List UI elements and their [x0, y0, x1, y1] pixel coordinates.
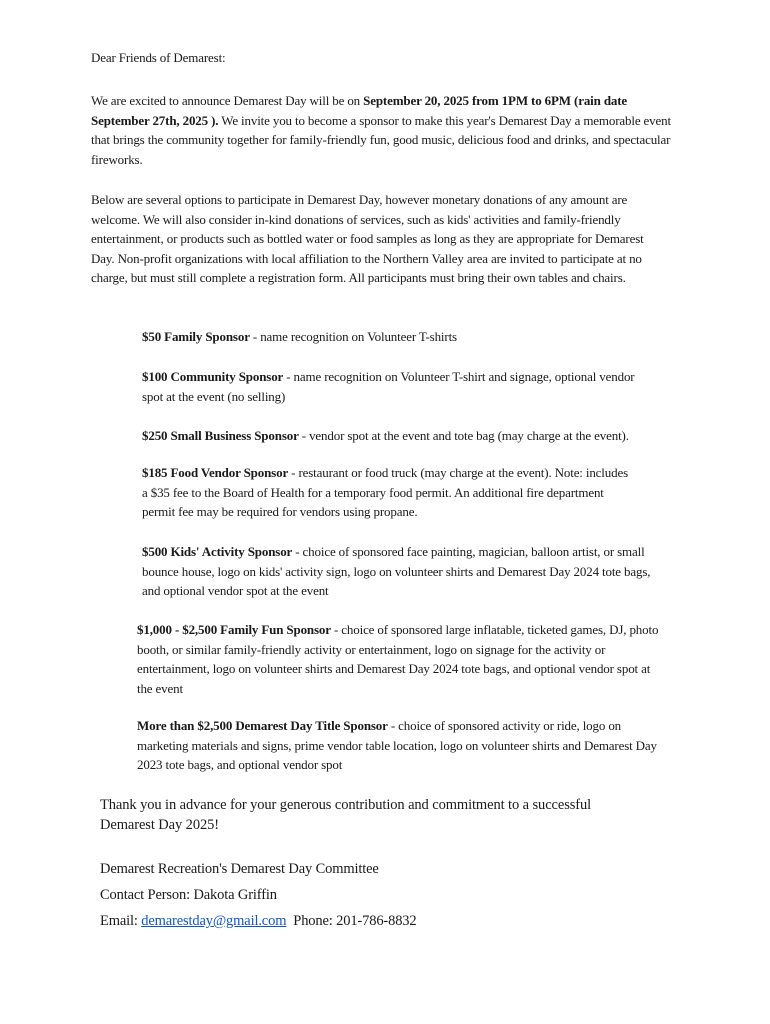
sponsor-item	[137, 620, 662, 698]
sponsor-item	[142, 426, 672, 446]
sponsor-item	[142, 542, 667, 601]
thank-you-note: Thank you in advance for your generous contribution and commitment to a successful Demarest Day 2025!	[100, 797, 592, 833]
sponsor-title: $50 Family Sponsor	[142, 329, 250, 344]
intro-rest: We invite you to become a sponsor to make this year's Demarest Day a memorable event that brings the community together for family-friendly fun, good music, delicious food and drinks, and spectacular fireworks.	[91, 112, 671, 167]
sponsor-title: $500 Kids' Activity Sponsor	[142, 544, 293, 559]
sponsor-desc: - choice of sponsored large inflatable, ticketed games, DJ, photo booth, or similar family-friendly activity or entertainment, logo on signage for the activity or entertainment, logo on volunteer shirts and Demarest Day 2024 tote bags, and optional vendor spot at the event	[137, 622, 659, 696]
sponsor-desc: - name recognition on Volunteer T-shirt and signage, optional vendor spot at the event (no selling)	[142, 369, 635, 404]
options-paragraph: Below are several options to participate in Demarest Day, however monetary donations of any amount are welcome. We will also consider in-kind donations of services, such as kids' activities and family-friendly entertainment, or products such as bottled water or food samples as long as they are appropriate for Demarest Day. Non-profit organizations with local affiliation to the Northern Valley area are invited to participate at no charge, but must still complete a registration form. All participants must bring their own tables and chairs.	[91, 192, 644, 285]
event-date: September 20, 2025 from 1PM to 6PM (rain date September 27th, 2025 ).	[91, 93, 628, 128]
sponsor-item	[142, 327, 672, 347]
committee-name: Demarest Recreation's Demarest Day Committee	[100, 861, 379, 877]
sponsor-item	[142, 367, 647, 406]
sponsor-item	[137, 716, 662, 775]
intro-paragraph	[91, 91, 671, 169]
sponsor-desc: - vendor spot at the event and tote bag (may charge at the event).	[298, 428, 629, 443]
sponsor-title: $1,000 - $2,500 Family Fun Sponsor	[137, 622, 331, 637]
sponsor-desc: - name recognition on Volunteer T-shirts	[249, 329, 457, 344]
phone-number: Phone: 201-786-8832	[293, 913, 417, 929]
greeting: Dear Friends of Demarest:	[91, 50, 226, 65]
email-label: Email:	[100, 913, 142, 929]
sponsor-title: $185 Food Vendor Sponsor	[142, 465, 289, 480]
sponsor-desc: - restaurant or food truck (may charge at the event). Note: includes a $35 fee to the Board of Health for a temporary food permit. An additional fire department permit fee may be required for vendors using propane.	[142, 465, 628, 519]
sponsor-title: $100 Community Sponsor	[142, 369, 284, 384]
intro-lead: We are excited to announce Demarest Day will be on	[91, 93, 364, 108]
contact-person: Contact Person: Dakota Griffin	[100, 887, 277, 903]
email-link[interactable]: demarestday@gmail.com	[141, 913, 287, 929]
sponsor-desc: - choice of sponsored activity or ride, logo on marketing materials and signs, prime vendor table location, logo on volunteer shirts and Demarest Day 2023 tote bags, and optional vendor spot	[137, 718, 657, 772]
sponsor-desc: - choice of sponsored face painting, magician, balloon artist, or small bounce house, logo on kids' activity sign, logo on volunteer shirts and Demarest Day 2024 tote bags, and optional vendor spot at the event	[142, 544, 651, 598]
sponsor-title: $250 Small Business Sponsor	[142, 428, 299, 443]
sponsor-item	[142, 463, 632, 522]
contact-line	[100, 911, 700, 931]
sponsor-title: More than $2,500 Demarest Day Title Sponsor	[137, 718, 388, 733]
